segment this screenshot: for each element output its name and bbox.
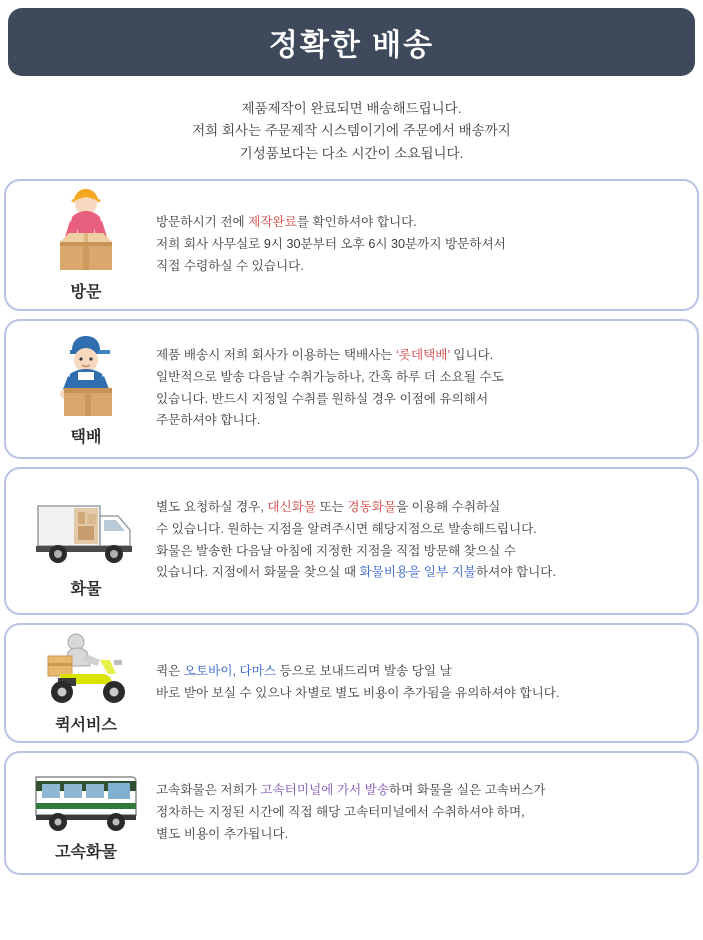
quick-label: 퀵서비스 <box>55 717 117 735</box>
parcel-line-4 <box>156 410 681 432</box>
parcel-line-1 <box>156 345 681 367</box>
bus-icon <box>28 763 144 837</box>
text-span: 방문하시기 전에 <box>156 215 249 230</box>
text-span: 제품 배송시 저희 회사가 이용하는 택배사는 <box>156 348 396 363</box>
page-title: 정확한 배송 <box>268 29 435 62</box>
highlight-text: 대신화물 <box>267 500 316 515</box>
text-span: 직접 수령하실 수 있습니다. <box>156 258 304 273</box>
text-span: 주문하셔야 합니다. <box>156 413 261 428</box>
intro-line-2: 저희 회사는 주문제작 시스템이기에 주문에서 배송까지 <box>192 123 511 139</box>
text-span: 정차하는 지정된 시간에 직접 해당 고속터미널에서 수취하셔야 하며, <box>156 804 525 819</box>
parcel-label: 택배 <box>70 429 102 447</box>
text-span: 별도 요청하실 경우, <box>156 500 268 515</box>
intro-text <box>0 98 703 165</box>
text-span: 을 이용해 수취하실 <box>396 500 501 515</box>
delivery-man-icon <box>34 330 138 422</box>
bus-line-1 <box>156 780 681 802</box>
text-span: 바로 받아 보실 수 있으나 차별로 별도 비용이 추가됨을 유의하셔야 합니다. <box>156 685 560 700</box>
delivery-card-quick <box>4 623 699 743</box>
person-with-box-icon <box>34 187 138 277</box>
parcel-text <box>156 345 687 432</box>
quick-text <box>156 661 687 704</box>
freight-line-1 <box>156 497 681 519</box>
delivery-card-bus <box>4 751 699 875</box>
quick-line-2 <box>156 683 681 705</box>
text-span: 화물은 발송한 다음날 아침에 지정한 지점을 직접 방문해 찾으실 수 <box>156 543 516 558</box>
freight-text <box>156 497 687 584</box>
text-span: 일반적으로 발송 다음날 수취가능하나, 간혹 하루 더 소요될 수도 <box>156 370 504 385</box>
text-span: 하며 화물을 실은 고속버스가 <box>388 783 546 798</box>
intro-line-3: 기성품보다는 다소 시간이 소요됩니다. <box>239 145 464 161</box>
bus-line-3 <box>156 824 681 846</box>
highlight-text: 제작완료 <box>248 215 297 230</box>
text-span: 입니다. <box>450 348 494 363</box>
parcel-line-2 <box>156 367 681 389</box>
intro-line-1: 제품제작이 완료되면 배송해드립니다. <box>241 101 462 116</box>
freight-line-4 <box>156 562 681 584</box>
parcel-line-3 <box>156 389 681 411</box>
delivery-card-parcel <box>4 319 699 459</box>
scooter-icon <box>30 630 142 710</box>
visit-visual <box>16 187 156 302</box>
page-header <box>8 8 695 76</box>
visit-label: 방문 <box>70 284 102 302</box>
visit-line-1 <box>156 212 681 234</box>
visit-line-2 <box>156 234 681 256</box>
freight-line-3 <box>156 541 681 563</box>
freight-visual <box>16 482 156 599</box>
highlight-text: 화물비용을 일부 지불 <box>359 565 476 580</box>
text-span: 고속화물은 저희가 <box>156 783 261 798</box>
highlight-text: 경동화물 <box>347 500 397 515</box>
highlight-text: 오토바이, 다마스 <box>183 664 277 679</box>
bus-visual <box>16 763 156 862</box>
text-span: 또는 <box>316 500 348 515</box>
freight-label: 화물 <box>70 581 102 599</box>
highlight-text: ‘롯데택배’ <box>395 348 451 363</box>
freight-line-2 <box>156 519 681 541</box>
text-span: 하셔야 합니다. <box>475 565 556 580</box>
bus-label: 고속화물 <box>55 844 117 862</box>
text-span: 등으로 보내드리며 발송 당일 날 <box>276 664 452 679</box>
text-span: 저희 회사 사무실로 9시 30분부터 오후 6시 30분까지 방문하셔서 <box>156 236 506 251</box>
parcel-visual <box>16 330 156 447</box>
quick-line-1 <box>156 661 681 683</box>
text-span: 를 확인하셔야 합니다. <box>296 215 417 230</box>
bus-text <box>156 780 687 845</box>
quick-visual <box>16 630 156 735</box>
text-span: 있습니다. 지점에서 화물을 찾으실 때 <box>156 565 360 580</box>
visit-text <box>156 212 687 277</box>
text-span: 퀵은 <box>156 664 184 679</box>
text-span: 수 있습니다. 원하는 지점을 알려주시면 해당지점으로 발송해드립니다. <box>156 522 537 537</box>
bus-line-2 <box>156 802 681 824</box>
delivery-card-visit <box>4 179 699 311</box>
text-span: 별도 비용이 추가됩니다. <box>156 826 289 841</box>
delivery-method-list <box>4 179 699 875</box>
visit-line-3 <box>156 256 681 278</box>
text-span: 있습니다. 반드시 지정일 수취를 원하실 경우 이점에 유의해서 <box>156 391 489 406</box>
truck-icon <box>28 482 144 574</box>
delivery-card-freight <box>4 467 699 615</box>
highlight-text: 고속터미널에 가서 발송 <box>260 783 389 798</box>
